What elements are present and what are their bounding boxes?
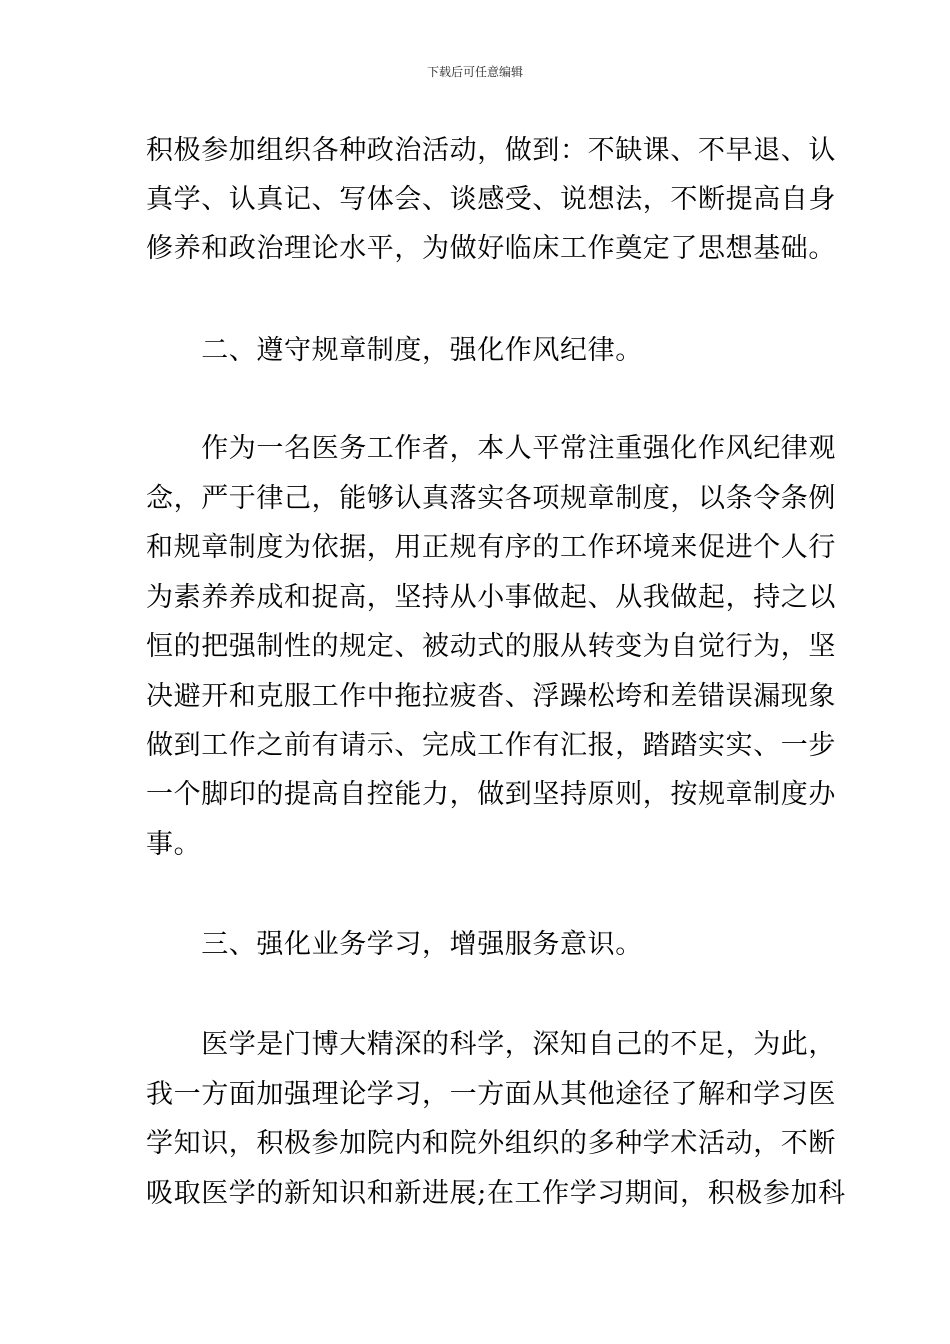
paragraph-line: 做到工作之前有请示、完成工作有汇报，踏踏实实、一步 <box>146 730 836 761</box>
paragraph-line: 学知识，积极参加院内和院外组织的多种学术活动，不断 <box>146 1128 836 1159</box>
paragraph-line: 修养和政治理论水平，为做好临床工作奠定了思想基础。 <box>146 233 836 264</box>
paragraph-line: 积极参加组织各种政治活动，做到：不缺课、不早退、认 <box>146 135 836 166</box>
paragraph-line: 为素养养成和捉高，坚持从小事做起、从我做起，持之以 <box>146 582 836 613</box>
paragraph-line: 念，严于律己，能够认真落实各项规章制度，以条令条例 <box>146 483 836 514</box>
section-heading: 三、强化业务学习，增强服务意识。 <box>146 929 643 960</box>
paragraph-line: 事。 <box>146 829 202 860</box>
paragraph-line: 真学、认真记、写体会、谈感受、说想法，不断提高自身 <box>146 184 836 215</box>
paragraph-line: 吸取医学的新知识和新进展;在工作学习期间，积极参加科 <box>146 1178 846 1209</box>
paragraph-line: 决避开和克服工作中拖拉疲沓、浮躁松垮和差错误漏现象 <box>146 681 836 712</box>
paragraph-line: 我一方面加强理论学习，一方面从其他途径了解和学习医 <box>146 1079 836 1110</box>
paragraph-line: 一个脚印的提高自控能力，做到坚持原则，按规章制度办 <box>146 779 836 810</box>
paragraph-line: 作为一名医务工作者，本人平常注重强化作风纪律观 <box>146 433 836 464</box>
page-header: 下载后可任意编辑 <box>426 65 523 79</box>
section-heading: 二、遵守规章制度，强化作风纪律。 <box>146 335 643 366</box>
paragraph-line: 医学是门博大精深的科学，深知自己的不足，为此， <box>146 1029 836 1060</box>
paragraph-line: 和规章制度为依据，用正规有序的工作环境来促进个人行 <box>146 532 836 563</box>
paragraph-line: 恒的把强制性的规定、被动式的服从转变为自觉行为，坚 <box>146 631 836 662</box>
